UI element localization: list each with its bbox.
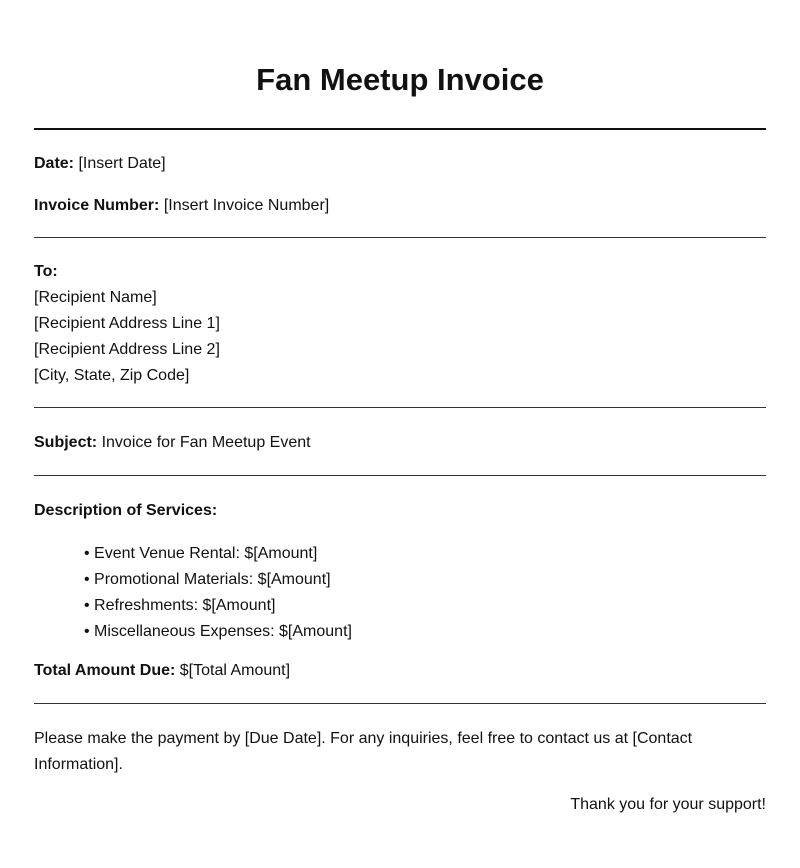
invoice-title: Fan Meetup Invoice (256, 62, 544, 97)
services-heading: Description of Services: (34, 502, 218, 519)
invoice-number-line (34, 196, 329, 216)
invoice-number-label: Invoice Number: (34, 197, 160, 214)
recipient-address-line-1: [Recipient Address Line 1] (34, 315, 220, 332)
list-item: • Miscellaneous Expenses: $[Amount] (84, 619, 352, 645)
recipient-divider (34, 407, 766, 408)
services-heading-line (34, 501, 217, 521)
invoice-number-value: [Insert Invoice Number] (163, 197, 330, 214)
recipient-label-line (34, 262, 58, 282)
subject-divider (34, 475, 766, 476)
total-value: $[Total Amount] (179, 662, 291, 679)
recipient-name: [Recipient Name] (34, 289, 157, 306)
subject-label: Subject: (34, 434, 98, 451)
payment-note: Please make the payment by [Due Date]. For any inquiries, feel free to contact us at [Contact Information]. (34, 730, 693, 773)
services-list (84, 541, 352, 645)
recipient-label: To: (34, 263, 58, 280)
total-label: Total Amount Due: (34, 662, 176, 679)
date-label: Date: (34, 155, 75, 172)
header-divider (34, 237, 766, 238)
date-line (34, 154, 166, 174)
subject-value: Invoice for Fan Meetup Event (101, 434, 311, 451)
closing-note: Thank you for your support! (570, 796, 766, 813)
recipient-city-state-zip: [City, State, Zip Code] (34, 367, 190, 384)
date-value: [Insert Date] (78, 155, 166, 172)
list-item: • Refreshments: $[Amount] (84, 593, 352, 619)
title-divider (34, 128, 766, 130)
subject-line (34, 433, 311, 453)
recipient-address-line-2: [Recipient Address Line 2] (34, 341, 220, 358)
list-item: • Event Venue Rental: $[Amount] (84, 541, 352, 567)
list-item: • Promotional Materials: $[Amount] (84, 567, 352, 593)
total-divider (34, 703, 766, 704)
total-line (34, 661, 290, 681)
